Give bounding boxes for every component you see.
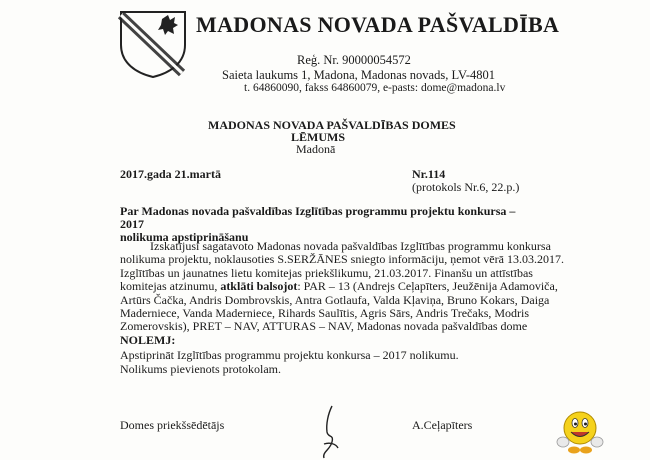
body-line: Izglītības un jaunatnes lietu komitejas priekšlikumu, 21.03.2017. Finanšu un attīstības — [120, 265, 533, 280]
body-line: Izskatījusi sagatavoto Madonas novada pašvaldības Izglītības programmu konkursa — [150, 239, 551, 253]
vote-label: atklāti balsojot — [220, 279, 298, 294]
protocol-reference: (protokols Nr.6, 22.p.) — [412, 180, 520, 194]
registration-number: Reģ. Nr. 90000054572 — [297, 53, 411, 67]
body-line — [120, 279, 558, 294]
body-text: komitejas atzinumu, — [120, 279, 221, 294]
place: Madonā — [296, 142, 336, 156]
smiley-icon — [555, 408, 605, 458]
decision-date: 2017.gada 21.martā — [120, 167, 221, 181]
body-line: Maderniece, Vanda Maderniece, Rihards Saulītis, Agris Sārs, Andris Trečaks, Modris — [120, 306, 530, 321]
body-line: nolikuma projektu, noklausoties S.SERŽĀNES sniegto informāciju, ņemot vērā 13.03.2017. — [120, 252, 564, 267]
subject-line: Par Madonas novada pašvaldības Izglītības programmu projektu konkursa – 2017 — [120, 204, 516, 231]
body-line: Zomerovskis), PRET – NAV, ATTURAS – NAV, Madonas novada pašvaldības dome — [120, 319, 528, 334]
organization-title: MADONAS NOVADA PAŠVALDĪBA — [196, 12, 560, 37]
resolution-keyword: NOLEMJ: — [120, 332, 176, 347]
signatory-title: Domes priekšsēdētājs — [120, 418, 225, 432]
subject-line: nolikuma apstiprināšanu — [120, 230, 249, 244]
document-type: LĒMUMS — [291, 130, 345, 144]
attachment-note: Nolikums pievienots protokolam. — [120, 362, 281, 376]
approval-statement: Apstiprināt Izglītības programmu projektu konkursa – 2017 nolikumu. — [120, 348, 459, 362]
council-heading: MADONAS NOVADA PAŠVALDĪBAS DOMES — [208, 118, 456, 132]
decision-body — [120, 239, 564, 347]
address: Saieta laukums 1, Madona, Madonas novads, LV-4801 — [222, 68, 496, 82]
coat-of-arms-icon — [118, 9, 188, 79]
contacts: t. 64860090, fakss 64860079, e-pasts: dome@madona.lv — [244, 82, 506, 94]
body-text: : PAR – 13 (Andrejs Ceļapīters, Jeužēnija Adamoviča, — [297, 279, 558, 294]
body-line: Artūrs Čačka, Andris Dombrovskis, Antra Gotlaufa, Valda Kļaviņa, Bruno Kokars, Daiga — [120, 292, 550, 307]
signatory-name: A.Ceļapīters — [412, 418, 473, 432]
decision-number: Nr.114 — [412, 167, 446, 181]
handwritten-signature — [310, 404, 350, 460]
